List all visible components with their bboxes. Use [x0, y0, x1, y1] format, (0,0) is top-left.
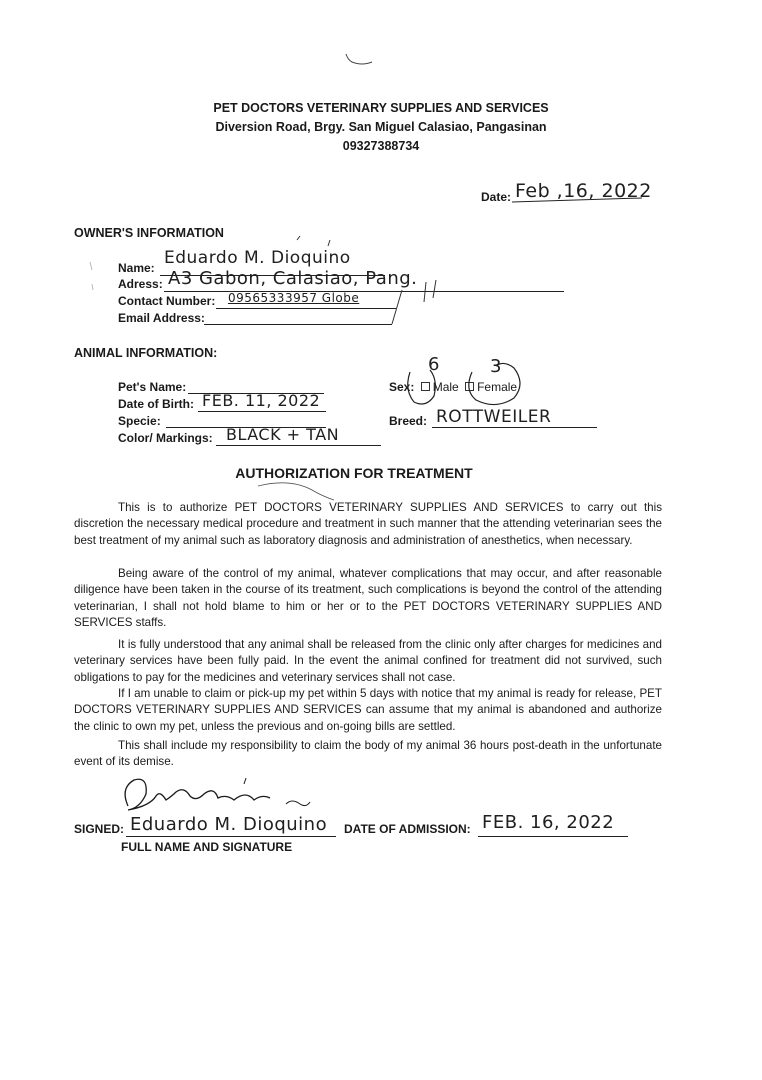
- female-label: Female: [477, 380, 518, 394]
- paragraph-4-text: If I am unable to claim or pick-up my pet within 5 days with notice that my animal is ready for release, PET DOCTORS VETERINARY SUPPLIES AND SERVICES can assume that my animal is abandoned and authorize the clinic to own my pet, unless the previous and on-going bills are settled.: [74, 687, 662, 733]
- signature-tail: [286, 801, 310, 806]
- paragraph-2-text: Being aware of the control of my animal, whatever complications that may occur, and after reasonable diligence have been taken in the course of its treatment, such complications is beyond the control of the attending veterinarian, I shall not hold blame to him or her or to the PET DOCTORS VETERINARY SUPPLIES AND SERVICES staffs.: [74, 567, 662, 629]
- breed-label: Breed:: [389, 414, 428, 428]
- animal-heading: ANIMAL INFORMATION:: [74, 346, 218, 360]
- top-pen-mark: [346, 54, 372, 64]
- breed-value: ROTTWEILER: [436, 407, 552, 427]
- company-name: PET DOCTORS VETERINARY SUPPLIES AND SERVICES: [213, 101, 549, 115]
- color-value: BLACK + TAN: [226, 425, 340, 444]
- authorization-title: AUTHORIZATION FOR TREATMENT: [235, 465, 473, 481]
- owner-address-value: A3 Gabon, Calasiao, Pang.: [168, 268, 418, 289]
- dob-value: FEB. 11, 2022: [202, 391, 321, 410]
- company-phone: 09327388734: [342, 139, 420, 153]
- sex-label: Sex:: [389, 380, 415, 394]
- signature-dot: [244, 778, 246, 784]
- pen-stroke-a: [392, 290, 402, 324]
- full-name-label: FULL NAME AND SIGNATURE: [121, 840, 293, 854]
- date-value: Feb ,16, 2022: [515, 180, 652, 202]
- pen-scribble-title: [258, 483, 334, 500]
- signed-name-value: Eduardo M. Dioquino: [130, 814, 328, 835]
- paragraph-3-text: It is fully understood that any animal shall be released from the clinic only after charges for medicines and veterinary services have been fully paid. In the event the animal confined for treatment did not survived, such obligations to pay for the medicines and veterinary services shall not case.: [74, 638, 662, 684]
- female-circle: [469, 363, 520, 404]
- paragraph-1-text: This is to authorize PET DOCTORS VETERINARY SUPPLIES AND SERVICES to carry out this discretion the necessary medical procedure and treatment in such manner that the attending veterinarian sees the best treatment of my animal such as laboratory diagnosis and administration of anesthetics, when necessary.: [74, 501, 662, 547]
- pet-name-label: Pet's Name:: [118, 380, 187, 394]
- signed-label: SIGNED:: [74, 822, 125, 836]
- name-label: Name:: [118, 261, 155, 275]
- cursive-signature: [125, 779, 270, 810]
- email-label: Email Address:: [118, 311, 205, 325]
- address-label: Adress:: [118, 277, 163, 291]
- date-label: Date:: [481, 190, 512, 204]
- admission-value: FEB. 16, 2022: [482, 812, 615, 833]
- pen-tick-1: [297, 236, 300, 240]
- pen-tick-2: [328, 240, 330, 246]
- dob-label: Date of Birth:: [118, 397, 194, 411]
- contact-label: Contact Number:: [118, 294, 216, 308]
- owner-contact-value: 09565333957 Globe: [228, 291, 360, 305]
- female-count: 3: [490, 356, 502, 377]
- pen-stroke-b: [424, 282, 426, 302]
- company-address: Diversion Road, Brgy. San Miguel Calasiao, Pangasinan: [215, 120, 547, 134]
- paragraph-5-text: This shall include my responsibility to claim the body of my animal 36 hours post-death in the unfortunate event of its demise.: [74, 739, 662, 769]
- date-underline: [512, 198, 642, 202]
- pen-stroke-c: [433, 280, 436, 298]
- owner-heading: OWNER'S INFORMATION: [74, 226, 224, 240]
- admission-label: DATE OF ADMISSION:: [344, 822, 471, 836]
- owner-name-value: Eduardo M. Dioquino: [164, 248, 351, 268]
- margin-marks: [90, 262, 93, 290]
- male-count: 6: [428, 354, 440, 375]
- specie-label: Specie:: [118, 414, 161, 428]
- color-label: Color/ Markings:: [118, 431, 213, 445]
- male-label: Male: [432, 380, 459, 394]
- male-circle: [408, 370, 436, 404]
